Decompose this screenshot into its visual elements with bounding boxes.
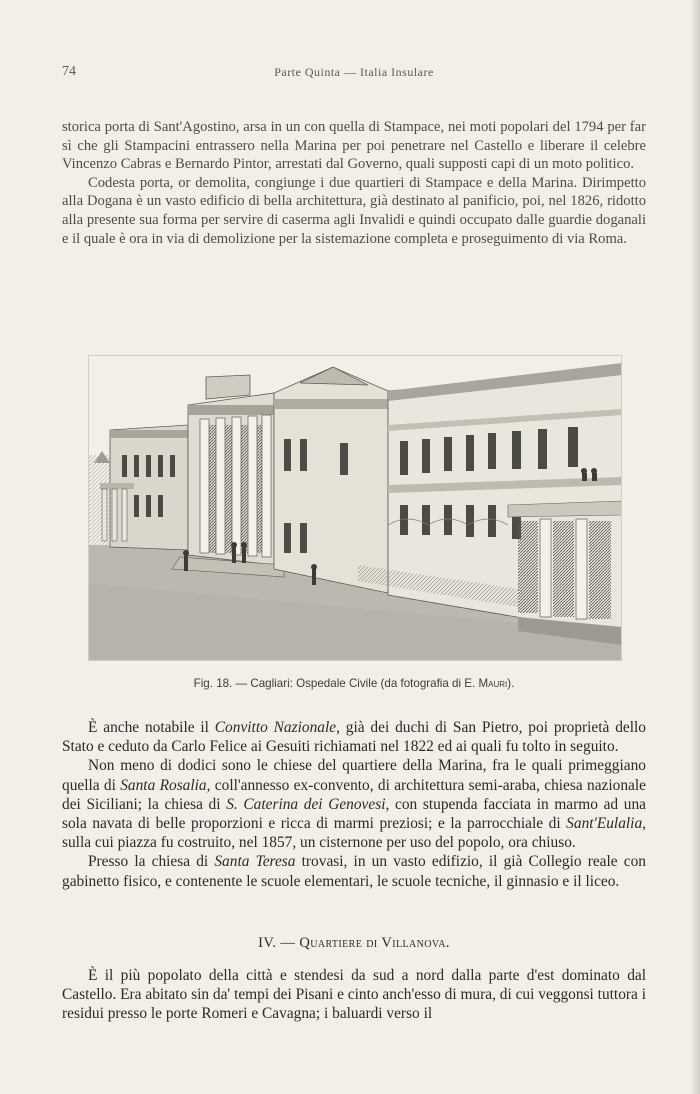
section-heading <box>62 935 646 952</box>
running-title: Parte Quinta — Italia Insulare <box>274 65 434 79</box>
section-title: Quartiere di Villanova. <box>299 935 450 951</box>
text-run: trovasi, in un vasto edifizio, il già Collegio reale con gabinetto fisico, e contenente le scuole elementari, le scuole tecniche, il ginnasio e il liceo. <box>62 853 646 890</box>
top-text-block <box>62 118 646 248</box>
bottom-text-block <box>62 966 646 1024</box>
text-run: , coll'annesso ex-convento, di architettura semi-araba, chiesa nazionale dei Siciliani; la chiesa di <box>62 776 646 813</box>
text-run: , sulla cui piazza fu costruito, nel 1857, un cisternone per uso del popolo, ora chiuso. <box>62 815 646 852</box>
text-run: Non meno di dodici sono le chiese del quartiere della Marina, fra le quali primeggiano quella di <box>62 757 646 794</box>
text-run: , già dei duchi di San Pietro, poi proprietà dello Stato e ceduto da Carlo Felice ai Gesuiti richiamati nel 1822 ed ai quali fu tolto in seguito. <box>62 719 646 756</box>
figure-ospedale-civile <box>88 355 622 661</box>
caption-author: Mauri <box>478 677 508 690</box>
italic-term: Santa Rosalia <box>120 776 207 794</box>
paragraph-villanova: È il più popolato della città e stendesi da sud a nord dalla parte d'est dominato dal Castello. Era abitato sin da' tempi dei Pisani e cinto anch'esso di mura, di cui veggonsi tuttora i residui presso le porte Romeri e Cavagna; i baluardi verso il <box>62 967 646 1023</box>
text-run: Presso la chiesa di <box>88 853 215 871</box>
page-edge-shadow <box>690 0 700 1094</box>
paragraph-porta-sant-agostino: storica porta di Sant'Agostino, arsa in un con quella di Stampace, nei moti popolari del 1794 per far sì che gli Stampacini entrassero nella Marina per poi penetrare nel Castello e liberare il celebre Vincenzo Cabras e Bernardo Pintor, arrestati dal Governo, quali supposti capi di un moto politico. <box>62 119 646 173</box>
text-run: , con stupenda facciata in marmo ad una sola navata di belle proporzioni e ricca di marmi preziosi; e la parrocchiale di <box>62 795 646 833</box>
paragraph-convitto <box>62 718 646 756</box>
caption-text: Fig. 18. — Cagliari: Ospedale Civile (da fotografia di E. <box>193 677 479 690</box>
section-number: IV. — <box>258 935 300 951</box>
figure-caption <box>62 677 646 690</box>
page-header <box>60 64 648 84</box>
text-run: È anche notabile il <box>88 719 215 736</box>
italic-term: Convitto Nazionale <box>214 719 337 736</box>
paragraph-chiese-marina <box>62 756 646 852</box>
page-number: 74 <box>62 64 76 79</box>
italic-term: S. Caterina dei Genovesi <box>226 795 386 813</box>
lower-text-block <box>62 718 646 891</box>
caption-end: ). <box>507 677 515 690</box>
italic-term: Santa Teresa <box>214 853 296 871</box>
italic-term: Sant'Eulalia <box>566 815 643 833</box>
engraving-illustration <box>88 355 622 661</box>
paragraph-santa-teresa <box>62 852 646 890</box>
paragraph-dogana: Codesta porta, or demolita, congiunge i due quartieri di Stampace e della Marina. Dirimpetto alla Dogana è un vasto edificio di bella architettura, già destinato al panificio, poi, nel 1826, ridotto alla presente sua forma per servire di caserma agli Invalidi e quindi occupato dalle guardie doganali e il quale è ora in via di demolizione per la sistemazione completa e proseguimento di via Roma. <box>62 174 646 247</box>
